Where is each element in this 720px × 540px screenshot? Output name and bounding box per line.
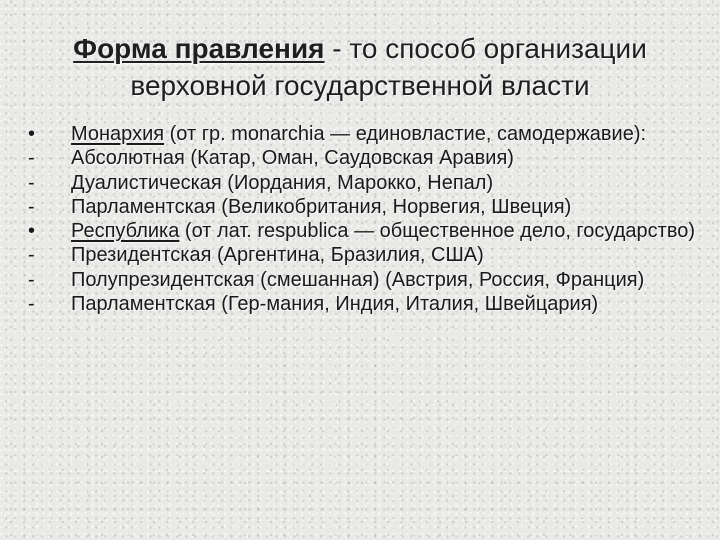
- list-item-parliamentary-monarchy: [28, 197, 700, 218]
- list-item-text: Полупрезидентская (смешанная) (Австрия, Россия, Франция): [71, 268, 645, 291]
- bullet-marker: •: [28, 220, 36, 243]
- list-item-text: Дуалистическая (Иордания, Марокко, Непал): [71, 171, 494, 194]
- list-item-dualistic: [28, 173, 700, 194]
- item-rest: (от гр. monarchia — единовластие, самодержавие):: [164, 123, 647, 145]
- list-item-republic: [28, 221, 700, 242]
- list-item-absolute: [28, 148, 700, 169]
- list-item-text: [71, 221, 700, 242]
- dash-marker: -: [28, 195, 35, 218]
- list-item-text: Абсолютная (Катар, Оман, Саудовская Аравия): [71, 147, 514, 170]
- dash-marker: -: [28, 293, 35, 316]
- list-item-text: Президентская (Аргентина, Бразилия, США): [71, 244, 484, 267]
- dash-marker: -: [28, 268, 35, 291]
- bullet-marker: •: [28, 123, 36, 145]
- term-republic: Республика: [71, 220, 180, 243]
- dash-marker: -: [28, 171, 35, 194]
- term-monarchy: Монархия: [71, 123, 165, 145]
- list-item-semi-presidential: [28, 270, 700, 291]
- title-term: Форма правления: [73, 33, 325, 64]
- list-item-presidential: [28, 245, 700, 266]
- item-rest: (от лат. respublica — общественное дело, государство): [179, 220, 696, 243]
- slide-title: [40, 30, 680, 104]
- list-item-text: Парламентская (Гер-мания, Индия, Италия, Швейцария): [71, 293, 599, 316]
- dash-marker: -: [28, 244, 35, 267]
- list-item-text: [71, 124, 700, 145]
- list-item-text: Парламентская (Великобритания, Норвегия, Швеция): [71, 195, 572, 218]
- dash-marker: -: [28, 147, 35, 170]
- list-item-parliamentary-republic: [28, 294, 700, 315]
- list-item-monarchy: [28, 124, 700, 145]
- title-definition: - то способ организации верховной государственной власти: [130, 33, 647, 101]
- bullet-list: [28, 124, 700, 318]
